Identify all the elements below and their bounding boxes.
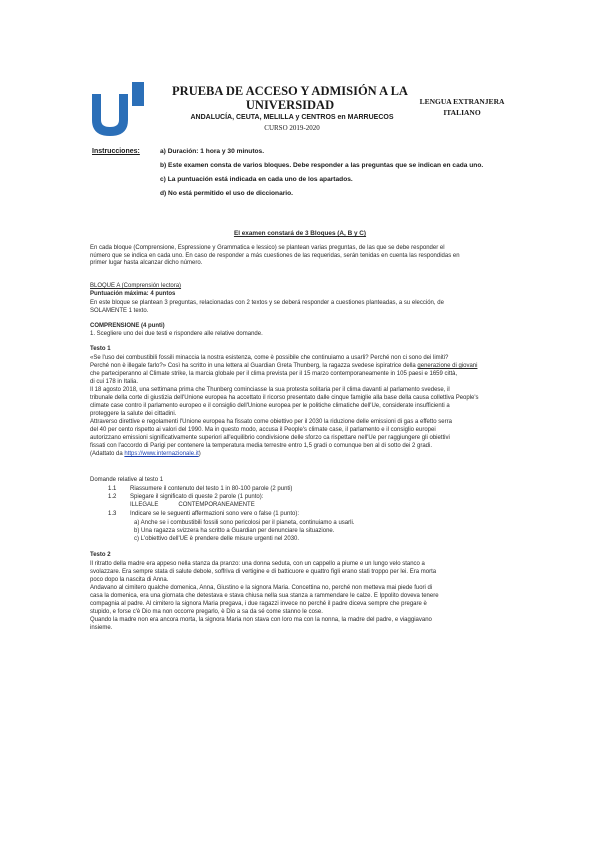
testo1-line: Attraverso direttive e regolamenti l'Unione europea ha fissato come obiettivo per il 2030 la riduzione delle emissioni di gas a effetto serra [90, 419, 452, 425]
testo1-giovani: generazione di giovani [417, 363, 478, 369]
testo2-line: Il ritratto della madre era appeso nella stanza da pranzo: una donna seduta, con un cappello a piume e un lungo velo stanco a [90, 561, 425, 567]
testo1-line: «Se l'uso dei combustibili fossili minaccia la nostra esistenza, come è possibile che continuiamo a usarli? Perché non ci sono dei limiti? [90, 355, 449, 361]
q12-number: 1.2 [108, 494, 117, 500]
testo2-line: Andavano al cimitero qualche domenica, Anna, Giustino e la signora Maria. Concettina no, perché non metteva mai piede fuori di [90, 585, 433, 591]
q13-number: 1.3 [108, 511, 117, 517]
domande-title: Domande relative al testo 1 [90, 477, 164, 483]
testo1-line: proteggere la salute dei cittadini. [90, 411, 177, 417]
header-subtitle: ANDALUCÍA, CEUTA, MELILLA y CENTROS en MARRUECOS [190, 114, 394, 121]
university-logo-icon [88, 80, 148, 140]
testo2-title: Testo 2 [90, 552, 111, 558]
q11-text: Riassumere il contenuto del testo 1 in 80-100 parole (2 punti) [130, 486, 293, 492]
source-link[interactable]: https://www.internazionale.it [124, 451, 199, 457]
scegliere-instruction: 1. Scegliere uno dei due testi e rispondere alle relative domande. [90, 331, 263, 337]
exam-intro [90, 245, 530, 268]
header-title [170, 84, 410, 112]
header-year: CURSO 2019-2020 [264, 124, 320, 132]
testo2-line: svolazzare. Era sempre stata di salute debole, soffriva di vertigine e di batticuore e quattro figli erano stati troppo per lei. Era morta [90, 569, 437, 575]
instruction-item: a) Duración: 1 hora y 30 minutos. [160, 148, 265, 155]
instruction-item: b) Este examen consta de varios bloques. Debe responder a las preguntas que se indican en cada uno. [160, 162, 484, 169]
intro-line: número que se indica en cada uno. En caso de responder a más cuestiones de las requeridas, serán tenidas en cuenta las respondidas en [90, 252, 460, 259]
intro-line: primer lugar hasta alcanzar dicho número. [90, 260, 203, 267]
comprensione-heading: COMPRENSIONE (4 punti) [90, 323, 165, 329]
testo1-line: di cui 178 in Italia. [90, 379, 139, 385]
intro-line: En cada bloque (Comprensione, Espressione y Grammatica e lessico) se plantean varias preguntas, de las que se debe responder el [90, 245, 445, 251]
bloque-a-heading: BLOQUE A (Comprensión lectora) [90, 283, 182, 289]
testo1-line: autorizzano emissioni significativamente superiori all'equilibrio condivisione delle sforzo ca rispettare nell'Ue per raggiungere gli obiettivi [90, 435, 450, 441]
instructions-label: Instrucciones: [92, 148, 140, 155]
q13-option-a: a) Anche se i combustibili fossili sono pericolosi per il pianeta, continuiamo a usarli. [134, 520, 355, 526]
testo2-line: Quando la madre non era ancora morta, la signora Maria non stava con loro ma con la nonna, la madre del padre, e viaggiavano [90, 617, 432, 623]
testo2-line: compagnia al padre. Al cimitero la signora Maria pregava, i due ragazzi invece no perché il padre diceva sempre che pregare è [90, 601, 427, 607]
testo2-body [90, 560, 540, 632]
testo1-line: che parteciperanno al Climate strike, la marcia globale per il clima prevista per il 15 marzo contemporaneamente in 105 paesi e 1659 città, [90, 371, 458, 377]
testo2-line: stupido, e forse c'è Dio ma non occorre pregarlo, è Dio a sa da sé come stanno le cose. [90, 609, 323, 615]
testo1-line: Il 18 agosto 2018, una settimana prima che Thunberg cominciasse la sua protesta solitaria per il clima davanti al parlamento svedese, il [90, 387, 450, 393]
adattato-source: (Adattato da https://www.internazionale.it) [90, 451, 201, 457]
bloque-desc-line: SOLAMENTE 1 texto. [90, 307, 149, 314]
instruction-item: c) La puntuación está indicada en cada uno de los apartados. [160, 176, 353, 183]
q12-text: Spiegare il significato di queste 2 parole (1 punto): [130, 494, 264, 500]
testo1-body [90, 354, 540, 458]
bloque-desc-line: En este bloque se plantean 3 preguntas, relacionadas con 2 textos y se deberá responder a cuestiones planteadas, a su elección, de [90, 300, 444, 306]
testo2-line: insieme. [90, 625, 113, 631]
header-title-line1: PRUEBA DE ACCESO Y ADMISIÓN A LA [172, 84, 408, 98]
testo2-line: poco dopo la nascita di Anna. [90, 577, 169, 583]
header-title-line2: UNIVERSIDAD [245, 98, 335, 112]
testo1-title: Testo 1 [90, 346, 111, 352]
q13-option-c: c) L'obiettivo dell'UE è prendere delle misure urgenti nel 2030. [134, 536, 300, 542]
q13-text: Indicare se le seguenti affermazioni sono vere o false (1 punto): [130, 511, 299, 517]
q12-words: ILLEGALE CONTEMPORANEAMENTE [130, 502, 255, 508]
testo1-line: Perché non è illegale farlo?» Così ha scritto in una lettera al Guardian Greta Thunberg, la ragazza svedese ispiratrice della generazione di giovani [90, 363, 478, 369]
testo1-line: climate case contro il parlamento europeo e il consiglio dell'Unione europea per le politiche climatiche dell'Ue, considerate insufficienti a [90, 403, 450, 409]
testo2-line: casa la domenica, era una giornata che detestava e stava chiusa nella sua stanza a rammendare le calze. E Ippolito doveva tenere [90, 593, 439, 599]
subject-line1: LENGUA EXTRANJERA [419, 97, 505, 106]
exam-heading: El examen constará de 3 Bloques (A, B y C) [233, 230, 367, 237]
q11-number: 1.1 [108, 486, 117, 492]
q13-option-b: b) Una ragazza svizzera ha scritto a Guardian per denunciare la situazione. [134, 528, 335, 534]
testo1-line: fissati con l'accordo di Parigi per contenere la temperatura media terrestre entro 1,5 gradi o comunque ben al di sotto dei 2 gradi. [90, 443, 433, 449]
subject-line2: ITALIANO [443, 108, 481, 117]
testo1-line: del 40 per cento rispetto ai valori del 1990. Ma in questo modo, accusa il People's climate case, il parlamento e il consiglio europei [90, 427, 436, 433]
bloque-description [90, 300, 530, 315]
subject-title [402, 96, 522, 118]
puntuacion: Puntuación máxima: 4 puntos [90, 291, 176, 297]
testo1-line: tribunale della corte di giustizia dell'Unione europea ha accettato il ricorso presentato dalle cinque famiglie alla base della causa collettiva People's [90, 395, 479, 401]
instruction-item: d) No está permitido el uso de diccionario. [160, 190, 293, 197]
